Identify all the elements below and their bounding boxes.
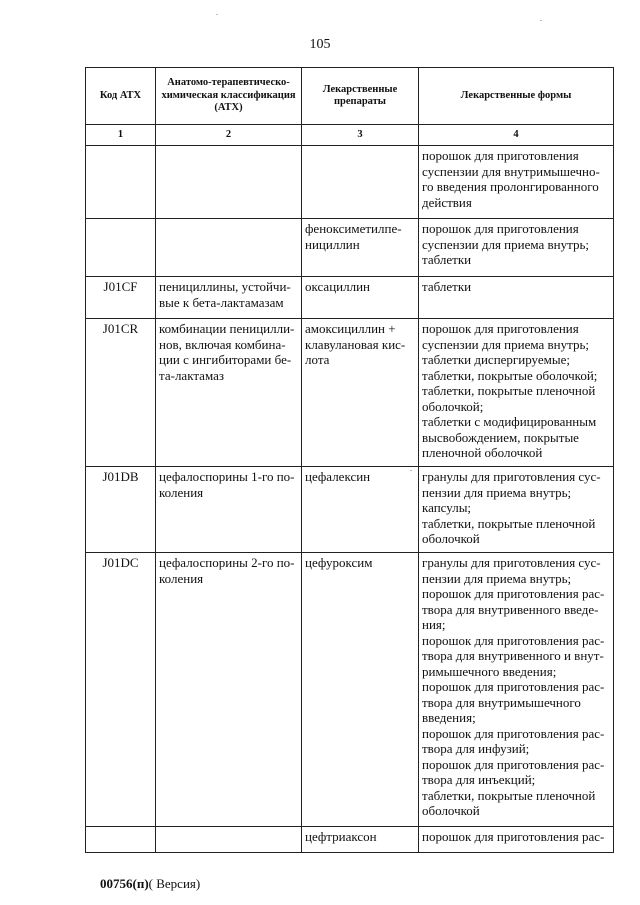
scan-speck [540, 20, 542, 21]
document-number: 00756(п) [100, 876, 149, 891]
scan-speck [410, 470, 412, 471]
column-number: 2 [156, 125, 302, 146]
classification-cell: цефалоспорины 2-го по-коления [156, 553, 302, 827]
column-number-row [86, 125, 614, 146]
scan-speck [216, 14, 218, 15]
drug-cell [302, 146, 419, 219]
dosage-forms-cell: порошок для приготовления рас- [419, 827, 614, 853]
atc-code-cell: J01CF [86, 277, 156, 319]
drug-cell: цефтриаксон [302, 827, 419, 853]
table-row [86, 827, 614, 853]
atc-drug-table [85, 67, 614, 853]
drug-cell: цефалексин [302, 467, 419, 553]
column-number: 1 [86, 125, 156, 146]
table-row [86, 467, 614, 553]
atc-code-cell [86, 219, 156, 277]
table-row [86, 319, 614, 467]
dosage-forms-cell: порошок для приготовления суспензии для приема внутрь; таблетки диспергируемые; таблетки, покрытые оболочкой; таблетки, покрытые пленочной оболочкой; таблетки с модифицированным высвобождением, покрытые пленочной оболочкой [419, 319, 614, 467]
classification-cell [156, 827, 302, 853]
drug-cell: цефуроксим [302, 553, 419, 827]
drug-cell: амоксициллин + клавулановая кис-лота [302, 319, 419, 467]
atc-code-cell: J01CR [86, 319, 156, 467]
atc-code-cell [86, 827, 156, 853]
table-row [86, 219, 614, 277]
drug-cell: феноксиметилпе-нициллин [302, 219, 419, 277]
classification-cell: пенициллины, устойчи-вые к бета-лактамазам [156, 277, 302, 319]
classification-cell: цефалоспорины 1-го по-коления [156, 467, 302, 553]
header-dosage-forms: Лекарственные формы [419, 68, 614, 125]
table-row [86, 146, 614, 219]
drug-cell: оксациллин [302, 277, 419, 319]
table-row [86, 277, 614, 319]
atc-code-cell [86, 146, 156, 219]
atc-code-cell: J01DC [86, 553, 156, 827]
table-header-row [86, 68, 614, 125]
classification-cell: комбинации пеницилли-нов, включая комбина-ции с ингибиторами бе-та-лактамаз [156, 319, 302, 467]
classification-cell [156, 146, 302, 219]
page-number: 105 [309, 37, 331, 52]
dosage-forms-cell: гранулы для приготовления сус-пензии для приема внутрь; капсулы; таблетки, покрытые пленочной оболочкой [419, 467, 614, 553]
column-number: 4 [419, 125, 614, 146]
classification-cell [156, 219, 302, 277]
version-label: ( Версия) [148, 876, 201, 891]
column-number: 3 [302, 125, 419, 146]
table-row [86, 553, 614, 827]
header-drugs: Лекарственные препараты [302, 68, 419, 125]
dosage-forms-cell: порошок для приготовления суспензии для внутримышечно-го введения пролонгированного действия [419, 146, 614, 219]
document-footer [100, 876, 200, 892]
dosage-forms-cell: гранулы для приготовления сус-пензии для приема внутрь; порошок для приготовления рас-твора для внутривенного введе-ния; порошок для приготовления рас-твора для внутривенного и внут-римышечного введения; порошок для приготовления рас-твора для внутримышечного введения; порошок для приготовления рас-твора для инфузий; порошок для приготовления рас-твора для инъекций; таблетки, покрытые пленочной оболочкой [419, 553, 614, 827]
atc-code-cell: J01DB [86, 467, 156, 553]
dosage-forms-cell: порошок для приготовления суспензии для приема внутрь; таблетки [419, 219, 614, 277]
header-atc-classification: Анатомо-терапевтическо-химическая классификация (АТХ) [156, 68, 302, 125]
dosage-forms-cell: таблетки [419, 277, 614, 319]
header-atc-code: Код АТХ [86, 68, 156, 125]
